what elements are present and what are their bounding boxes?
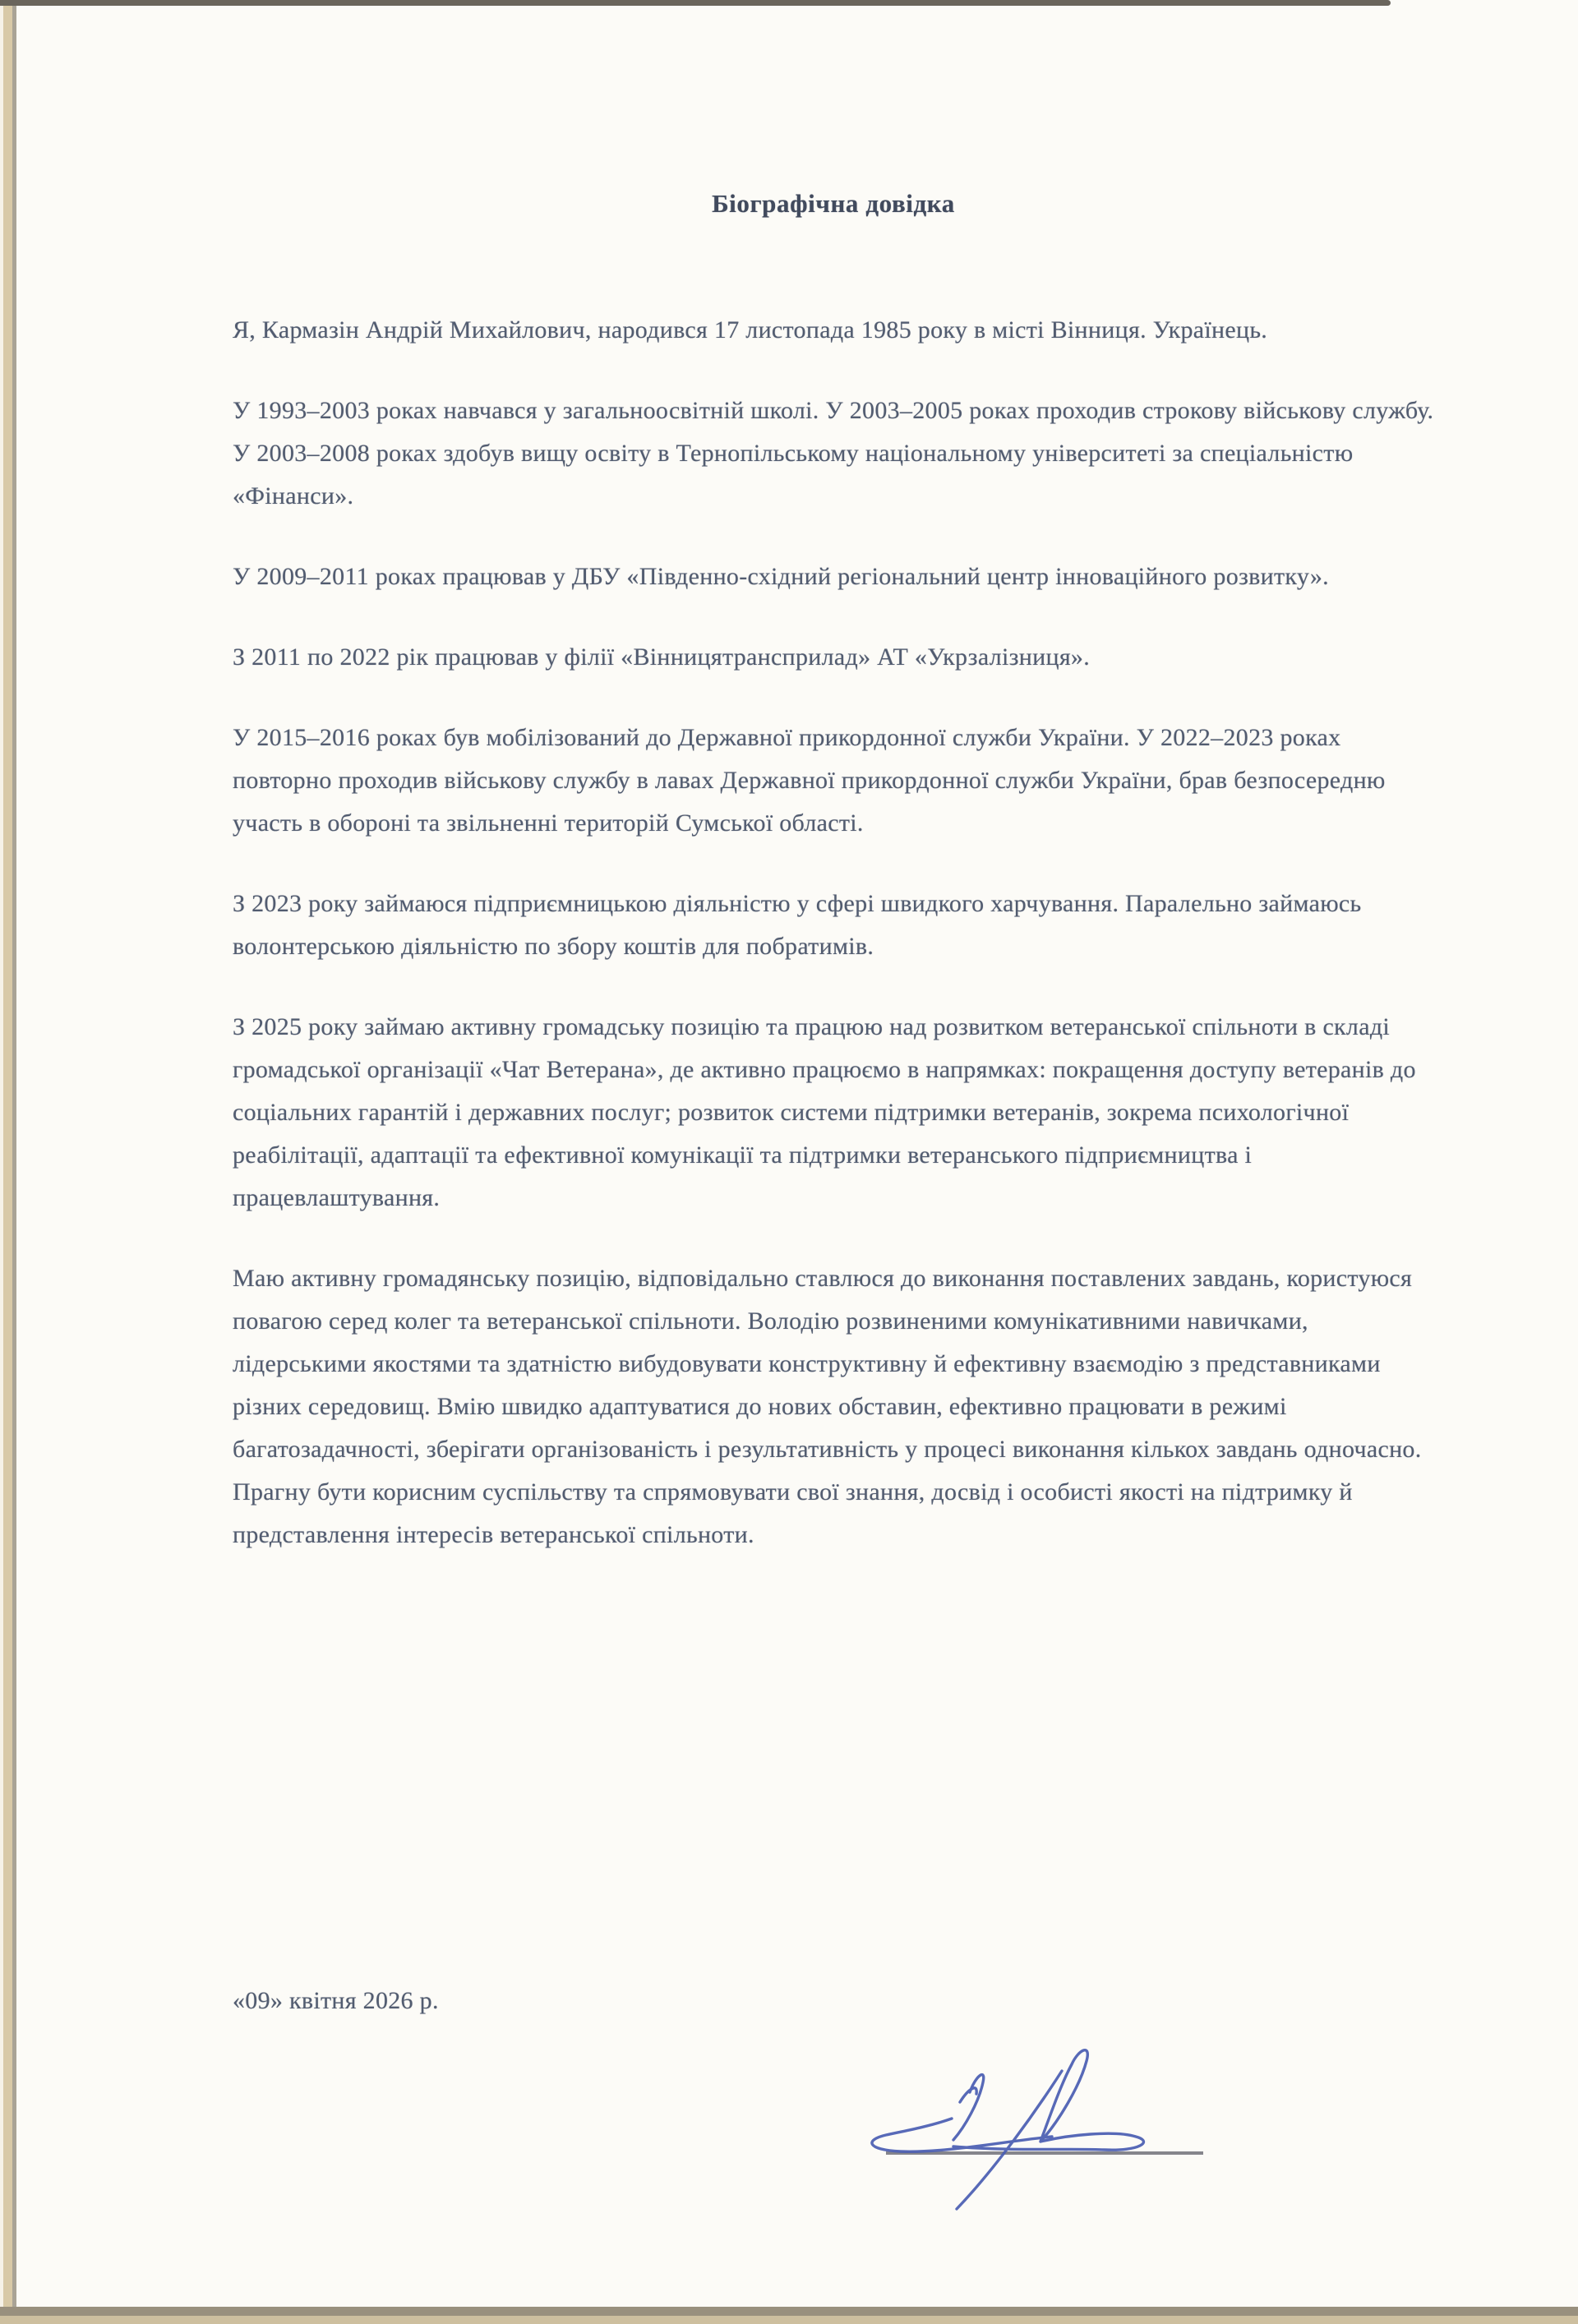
signature-area — [847, 1997, 1241, 2227]
paragraph-education: У 1993–2003 роках навчався у загальноосвітній школі. У 2003–2005 роках проходив строкову військову службу. У 2003–2008 роках здобув вищу освіту в Тернопільському національному університеті за спеціальністю «Фінанси». — [233, 397, 1434, 510]
document-body — [233, 0, 1434, 1594]
document-date: «09» квітня 2026 р. — [233, 1987, 439, 2014]
scan-edge-bottom-band — [0, 2307, 1578, 2316]
paragraph-work-2011-2022: З 2011 по 2022 рік працював у філії «Вінницятрансприлад» АТ «Укрзалізниця». — [233, 643, 1091, 671]
document-title: Біографічна довідка — [712, 189, 955, 218]
paragraph-work-2009-2011: У 2009–2011 роках працював у ДБУ «Південно-східний регіональний центр інноваційного розвитку». — [233, 563, 1329, 590]
scan-edge-left-shadow — [12, 0, 16, 2324]
handwritten-signature-icon — [847, 1997, 1241, 2227]
scan-edge-left-tan — [3, 0, 12, 2324]
paragraph-birth-info: Я, Кармазін Андрій Михайлович, народився 17 листопада 1985 року в місті Вінниця. Українець. — [233, 316, 1268, 344]
scan-edge-bottom-tan — [0, 2316, 1578, 2324]
paragraph-personal-qualities: Маю активну громадянську позицію, відповідально ставлюся до виконання поставлених завдань, користуюся повагою серед колег та ветеранської спільноти. Володію розвиненими комунікативними навичками, лідерськими якостями та здатністю вибудовувати конструктивну й ефективну взаємодію з представниками різних середовищ. Вмію швидко адаптуватися до нових обставин, ефективно працювати в режимі багатозадачності, зберігати організованість і результативність у процесі виконання кількох завдань одночасно. Прагну бути корисним суспільству та спрямовувати свої знання, досвід і особисті якості на підтримку й представлення інтересів ветеранської спільноти. — [233, 1265, 1422, 1548]
paragraph-business-2023: З 2023 року займаюся підприємницькою діяльністю у сфері швидкого харчування. Паралельно займаюсь волонтерською діяльністю по збору коштів для побратимів. — [233, 890, 1362, 960]
paragraph-military-service: У 2015–2016 роках був мобілізований до Державної прикордонної служби України. У 2022–2023 роках повторно проходив військову службу в лавах Державної прикордонної служби України, брав безпосередню участь в обороні та звільненні територій Сумської області. — [233, 724, 1386, 837]
paragraph-community-2025: З 2025 року займаю активну громадську позицію та працюю над розвитком ветеранської спільноти в складі громадської організації «Чат Ветерана», де активно працюємо в напрямках: покращення доступу ветеранів до соціальних гарантій і державних послуг; розвиток системи підтримки ветеранів, зокрема психологічної реабілітації, адаптації та ефективної комунікації та підтримки ветеранського підприємництва і працевлаштування. — [233, 1013, 1416, 1211]
